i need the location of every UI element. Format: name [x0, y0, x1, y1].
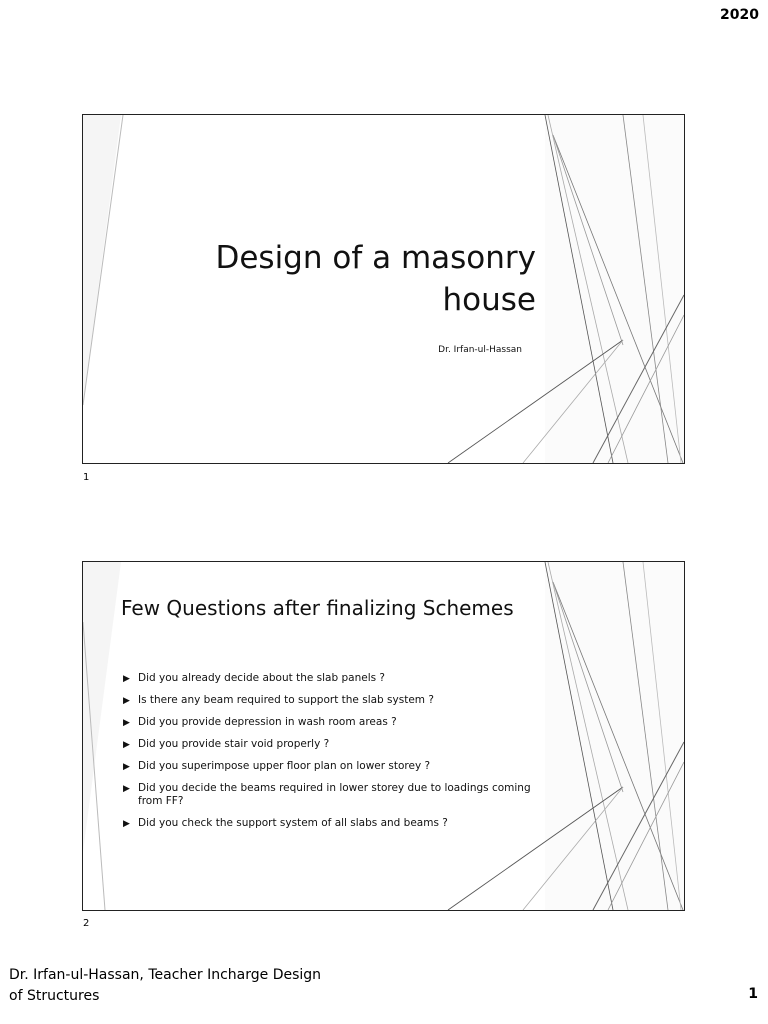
triangle-right-icon: ▶: [123, 819, 130, 829]
triangle-right-icon: ▶: [123, 674, 130, 684]
footer-author-line-1: Dr. Irfan-ul-Hassan, Teacher Incharge Design: [9, 967, 322, 983]
slide-2: [82, 561, 685, 911]
triangle-right-icon: ▶: [123, 718, 130, 728]
list-item: ▶ Did you decide the beams required in lower storey due to loadings coming from FF?: [123, 782, 531, 807]
slide-author: Dr. Irfan-ul-Hassan: [438, 345, 522, 355]
list-item: ▶ Did you already decide about the slab panels ?: [123, 672, 386, 684]
list-item: ▶ Did you provide depression in wash room areas ?: [123, 716, 397, 728]
slide-title: Few Questions after finalizing Schemes: [121, 596, 514, 620]
triangle-right-icon: ▶: [123, 762, 130, 772]
slide-title-line-1: Design of a masonry: [215, 240, 536, 276]
list-item: ▶ Is there any beam required to support the slab system ?: [123, 694, 434, 706]
list-item: ▶ Did you provide stair void properly ?: [123, 738, 330, 750]
slide-1: [82, 114, 685, 464]
slide-number: 2: [83, 918, 90, 929]
list-item: ▶ Did you check the support system of all slabs and beams ?: [123, 817, 448, 829]
page-number: 1: [748, 986, 758, 1002]
footer-author: [9, 965, 321, 1007]
triangle-right-icon: ▶: [123, 740, 130, 750]
page-year: 2020: [720, 7, 759, 23]
question-list: [123, 672, 533, 839]
triangle-right-icon: ▶: [123, 696, 130, 706]
slide-title-line-2: house: [442, 282, 536, 318]
list-item: ▶ Did you superimpose upper floor plan on lower storey ?: [123, 760, 431, 772]
slide-number: 1: [83, 472, 90, 483]
slide-title: [215, 237, 536, 321]
footer-author-line-2: of Structures: [9, 988, 100, 1004]
triangle-right-icon: ▶: [123, 784, 130, 794]
